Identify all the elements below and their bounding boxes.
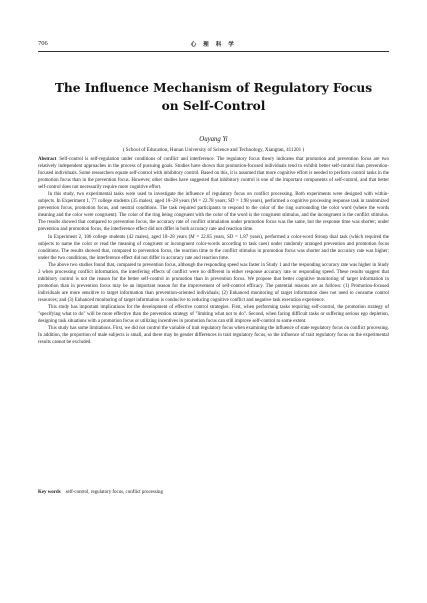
body-paragraph: In this study, two experimental tasks were used to investigate the influence of regulatory focus on conflict processing. Both experiments were designed with within-subjects. In Experiment 1, 77 college students (35 males), aged 18–28 years (M = 22.78 years; SD = 1.98 years), performed a cognitive processing response task in randomized prevention focus, promotion focus, and neutral conditions. The task required participants to respond to the color of the ring surrounding the color word (where the words meaning and the color were congruent). The color of the ring being congruent with the color of the word is the congruent stimulus, and the incongruent is the conflict stimulus. The results showed that compared to prevention focus, the accuracy rate of conflict stimulation under promotion focus was the same, but the response time was shorter; under prevention and promotion focus, the interference effect did not differ in both accuracy rate and reaction time.	[38, 192, 389, 233]
paragraph-text: Self-control is self-regulation under conditions of conflict and interference. The regulatory focus theory indicates that promotion and prevention focus are two relatively independent approaches in the process of pursuing goals. Studies have shown that promotion-focused individuals tend to exhibit better self-control than prevention-focused individuals. Some researchers equate self-control with inhibitory control. Based on this, it is assumed that more cognitive effort is needed to perform control tasks in the promotion focus than in the prevention focus. However, other studies have suggested that inhibitory control is one of the important components of self-control, and that better self-control does not necessarily require more cognitive effort.	[38, 157, 389, 191]
paper-title	[38, 80, 389, 115]
title-line-2: on Self-Control	[161, 98, 266, 113]
author-name: Ouyang Yi	[199, 136, 228, 143]
abstract-label: Abstract	[38, 157, 57, 162]
body-paragraph: In Experiment 2, 106 college students (42 males), aged 18–28 years (M = 22.85 years, SD = 1.87 years), performed a color-word Stroop dual task (which required the subjects to name the color or read the meaning of congruent or incongruent color-words according to task cues) under randomly arranged prevention and promotion focus conditions. The results showed that, compared to prevention focus, the reaction time to the conflict stimulus in promotion focus was shorter and the accuracy rate was higher; under the two conditions, the interference effect did not differ in accuracy rate and reaction time.	[38, 234, 389, 261]
body-paragraph: The above two studies found that, compared to prevention focus, although the responding speed was faster in Study 1 and the responding accuracy rate was higher in Study 2 when processing conflict information, the interfering effects of conflict were no different in either response accuracy rate or responding speed. These results suggest that inhibitory control is not the reason for the better self-control in promotion than in prevention focus. We propose that better cognitive monitoring of target information in promotion than in prevention focus may be an important reason for the improvement of self-control efficacy. The potential reasons are as follows: (1) Promotion-focused individuals are more sensitive to target information than prevention-oriented individuals; (2) Enhanced monitoring of target information does not need to consume control resources; and (3) Enhanced monitoring of target information is conducive to reducing cognitive conflict and negative task execution experience.	[38, 262, 389, 303]
author-affiliation: ( School of Education, Hunan University of Science and Technology, Xiangtan, 411201 )	[122, 146, 305, 153]
keywords-label: Key words	[38, 490, 61, 495]
keywords-text: self-control, regulatory focus, conflict processing	[65, 490, 163, 495]
header-rule	[38, 51, 389, 52]
title-line-1: The Influence Mechanism of Regulatory Focus	[54, 81, 373, 95]
abstract-body	[38, 156, 389, 346]
running-head	[38, 40, 389, 54]
journal-name: 心 理 科 学	[190, 42, 237, 48]
body-paragraph: This study has some limitations. First, we did not control the variable of trait regulatory focus when examining the influence of state regulatory focus on conflict processing. In addition, the proportion of male subjects is small, and there may be gender differences in trait regulatory focus, so the influence of trait regulatory focus on the experimental results cannot be excluded.	[38, 326, 390, 346]
keywords-line	[38, 489, 389, 496]
abstract-paragraph	[38, 156, 389, 191]
body-paragraph: This study has important implications for the development of effective control strategies. First, when performing tasks requiring self-control, the promotion strategy of "specifying what to do" will be more effective than the prevention strategy of "limiting what not to do". Second, when facing difficult tasks or suffering serious ego depletion, designing task situations with a promotion focus or utilizing incentives in promotion focus can still improve self-control to some extent.	[38, 304, 389, 325]
page-number: 706	[38, 40, 48, 47]
